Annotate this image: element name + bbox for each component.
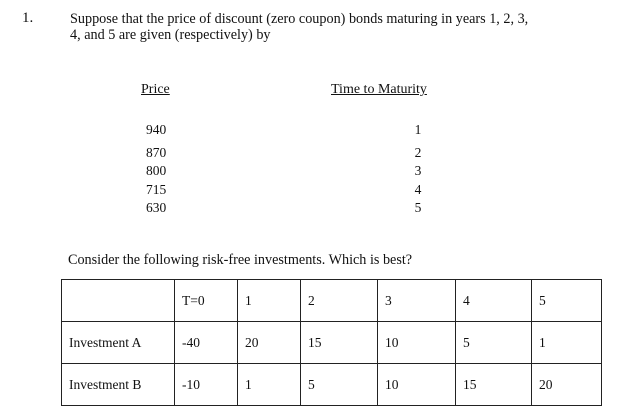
table-cell: Investment A — [62, 322, 175, 364]
investment-prompt: Consider the following risk-free investments. Which is best? — [68, 252, 413, 268]
question-text-line-1: Suppose that the price of discount (zero coupon) bonds maturing in years 1, 2, 3, — [70, 11, 529, 27]
table-cell: 15 — [301, 322, 378, 364]
table-header-cell: 4 — [456, 280, 532, 322]
price-value: 870 — [146, 145, 167, 160]
table-header-row — [62, 280, 602, 322]
price-value: 630 — [146, 200, 167, 215]
table-cell: 20 — [532, 364, 602, 406]
price-value: 715 — [146, 182, 167, 197]
maturity-value: 4 — [414, 182, 422, 197]
table-cell: Investment B — [62, 364, 175, 406]
price-value: 800 — [146, 163, 167, 178]
table-header-cell: 3 — [378, 280, 456, 322]
table-cell: -40 — [175, 322, 238, 364]
maturity-value: 2 — [414, 145, 422, 160]
table-cell: 5 — [301, 364, 378, 406]
table-cell: 10 — [378, 364, 456, 406]
price-value: 940 — [146, 122, 167, 137]
maturity-value: 5 — [414, 200, 422, 215]
table-cell: 15 — [456, 364, 532, 406]
investment-table — [61, 279, 602, 406]
price-header: Price — [141, 82, 170, 97]
table-cell: 10 — [378, 322, 456, 364]
question-text-line-2: 4, and 5 are given (respectively) by — [70, 27, 271, 43]
maturity-value: 1 — [414, 122, 422, 137]
table-cell: 20 — [238, 322, 301, 364]
table-header-cell — [62, 280, 175, 322]
table-header-cell: 5 — [532, 280, 602, 322]
table-row — [62, 364, 602, 406]
question-number: 1. — [22, 10, 34, 26]
table-cell: -10 — [175, 364, 238, 406]
maturity-value: 3 — [414, 163, 422, 178]
table-header-cell: 2 — [301, 280, 378, 322]
table-header-cell: 1 — [238, 280, 301, 322]
table-cell: 1 — [532, 322, 602, 364]
table-cell: 5 — [456, 322, 532, 364]
table-header-cell: T=0 — [175, 280, 238, 322]
table-cell: 1 — [238, 364, 301, 406]
table-row — [62, 322, 602, 364]
maturity-header: Time to Maturity — [331, 82, 427, 97]
